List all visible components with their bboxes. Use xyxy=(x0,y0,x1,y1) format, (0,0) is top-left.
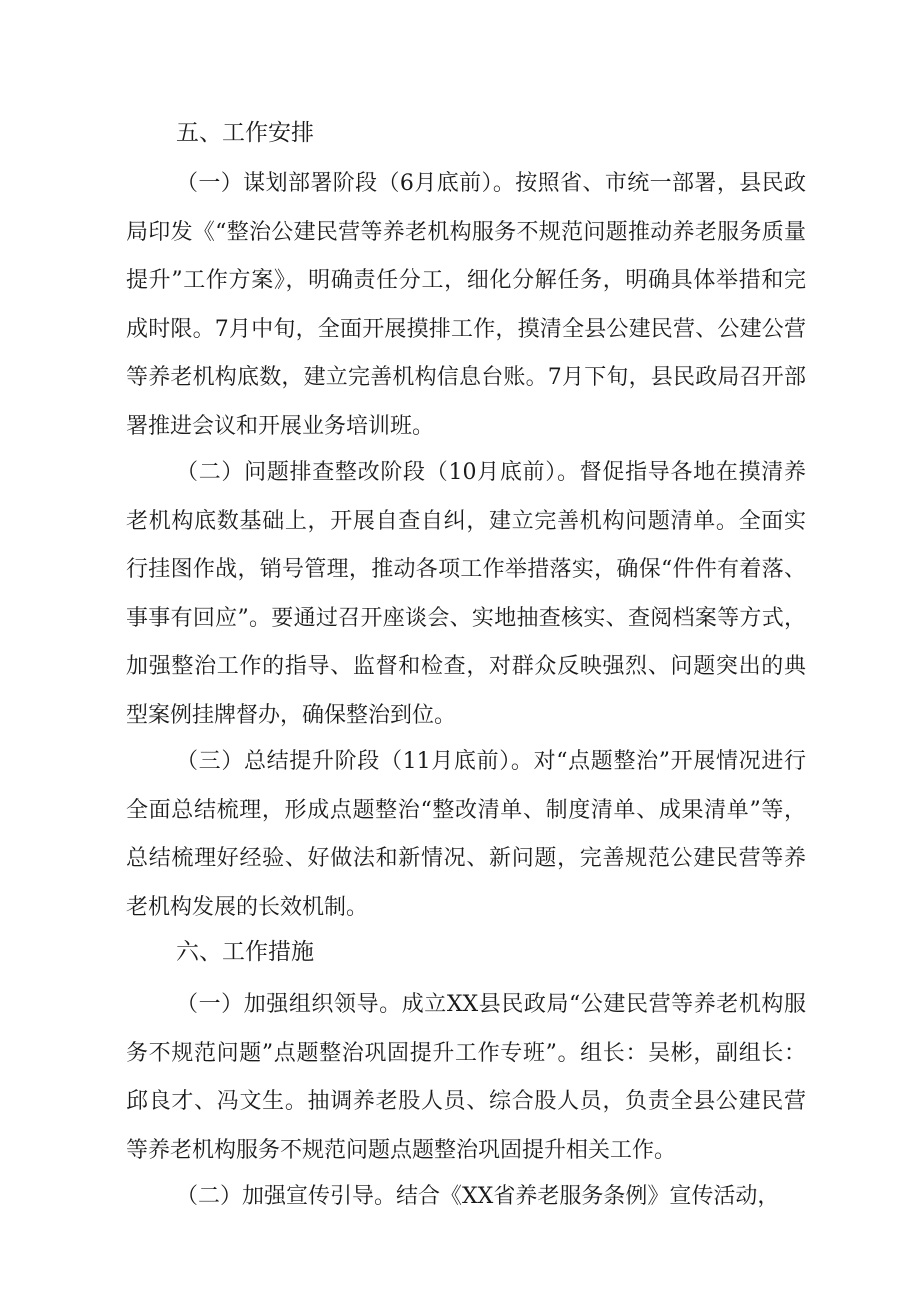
paragraph-planning-stage: （一）谋划部署阶段（6月底前）。按照省、市统一部署，县民政局印发《“整治公建民营等养老机构服务不规范问题推动养老服务质量提升”工作方案》，明确责任分工，细化分解任务，明确具体举措和完成时限。7月中旬，全面开展摸排工作，摸清全县公建民营、公建公营等养老机构底数，建立完善机构信息台账。7月下旬，县民政局召开部署推进会议和开展业务培训班。 xyxy=(126,171,806,439)
paragraph-summary-stage: （三）总结提升阶段（11月底前）。对“点题整治”开展情况进行全面总结梳理，形成点题整治“整改清单、制度清单、成果清单”等，总结梳理好经验、好做法和新情况、新问题，完善规范公建民营等养老机构发展的长效机制。 xyxy=(126,749,806,920)
paragraph-inspection-rectification-stage: （二）问题排查整改阶段（10月底前）。督促指导各地在摸清养老机构底数基础上，开展自查自纠，建立完善机构问题清单。全面实行挂图作战，销号管理，推动各项工作举措落实，确保“件件有着落、事事有回应”。要通过召开座谈会、实地抽查核实、查阅档案等方式，加强整治工作的指导、监督和检查，对群众反映强烈、问题突出的典型案例挂牌督办，确保整治到位。 xyxy=(126,460,806,728)
paragraph-publicity-guidance: （二）加强宣传引导。结合《XX省养老服务条例》宣传活动， xyxy=(176,1184,780,1209)
section-heading-work-arrangement: 五、工作安排 xyxy=(176,120,314,146)
section-heading-work-measures: 六、工作措施 xyxy=(176,939,314,965)
paragraph-organization-leadership: （一）加强组织领导。成立XX县民政局“公建民营等养老机构服务不规范问题”点题整治巩固提升工作专班”。组长：吴彬，副组长：邱良才、冯文生。抽调养老股人员、综合股人员，负责全县公建民营等养老机构服务不规范问题点题整治巩固提升相关工作。 xyxy=(126,992,806,1163)
